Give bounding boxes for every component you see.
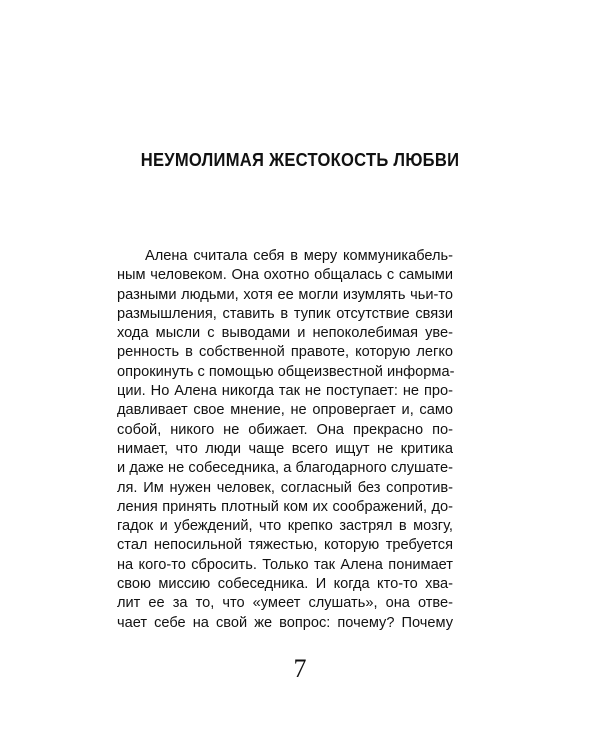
text-line: опрокинуть с помощью общеизвестной информа-	[117, 363, 455, 380]
text-line: ренность в собственной правоте, которую легко	[117, 344, 453, 361]
chapter-title: НЕУМОЛИМАЯ ЖЕСТОКОСТЬ ЛЮБВИ	[140, 150, 460, 170]
text-line: размышления, ставить в тупик отсутствие связи	[117, 305, 453, 322]
body-text	[117, 247, 453, 633]
text-line: разными людьми, хотя ее могли изумлять чьи-то	[117, 286, 453, 303]
text-line: ции. Но Алена никогда так не поступает: не про-	[117, 383, 453, 400]
text-line: хода мысли с выводами и непоколебимая уве-	[117, 325, 453, 342]
text-line: ным человеком. Она охотно общалась с самыми	[117, 267, 453, 284]
text-line: чает себе на свой же вопрос: почему? Почему	[117, 614, 453, 631]
text-line: на кого-то сбросить. Только так Алена понимает	[117, 556, 453, 573]
text-line: давливает свое мнение, не опровергает и, само	[117, 402, 453, 419]
text-line: стал непосильной тяжестью, которую требуется	[117, 537, 453, 554]
text-line: собой, никого не обижает. Она прекрасно по-	[117, 421, 453, 438]
text-line: Алена считала себя в меру коммуникабель-	[145, 248, 453, 264]
text-line: свою миссию собеседника. И когда кто-то хва-	[117, 576, 453, 593]
text-line: и даже не собеседника, а благодарного слушате-	[117, 460, 453, 477]
text-line: лит ее за то, что «умеет слушать», она отве-	[117, 595, 453, 612]
text-line: нимает, что люди чаще всего ищут не критика	[117, 440, 453, 457]
text-line: ления принять плотный ком их соображений, до-	[117, 498, 453, 515]
page-number: 7	[293, 654, 307, 683]
text-line: ля. Им нужен человек, согласный без сопротив-	[117, 479, 453, 496]
text-line: гадок и убеждений, что крепко застрял в мозгу,	[117, 518, 453, 535]
